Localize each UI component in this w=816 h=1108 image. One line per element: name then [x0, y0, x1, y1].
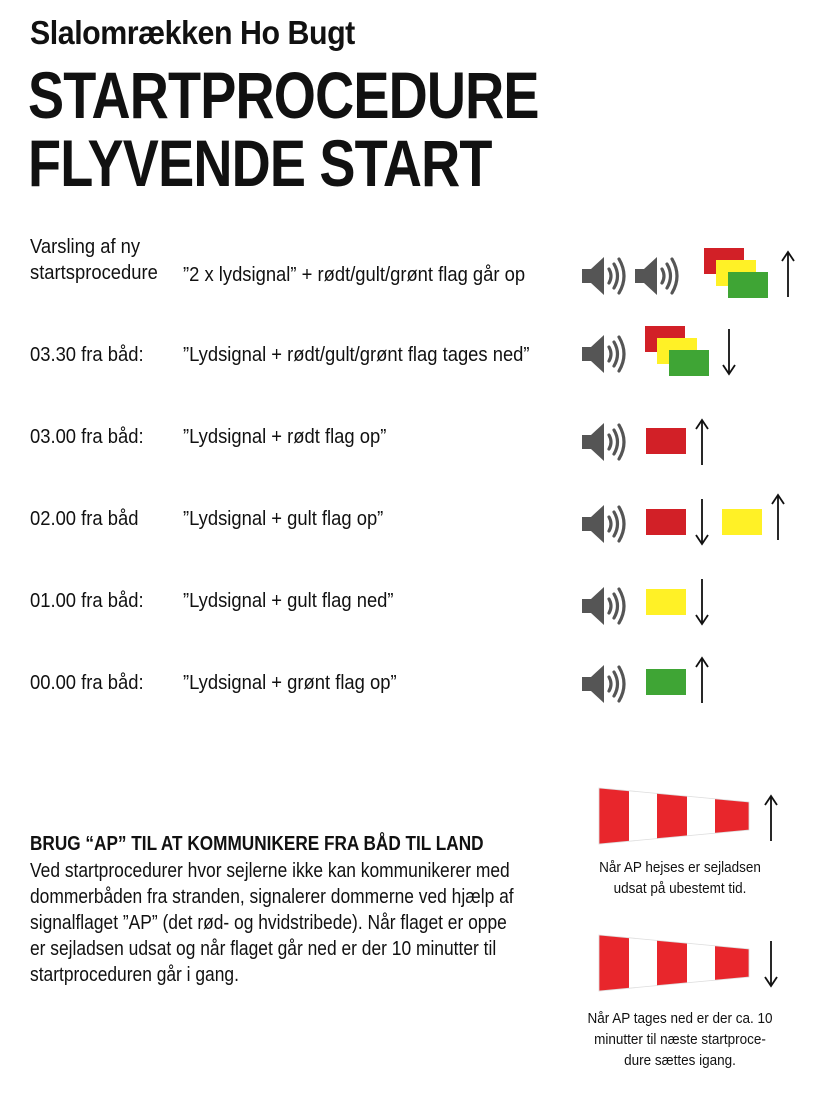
- event-subtitle: Slalomrækken Ho Bugt: [30, 14, 355, 51]
- arrow-up-icon: [781, 250, 795, 298]
- speaker-icon: [580, 254, 630, 298]
- ap-flag-icon: [597, 786, 751, 846]
- ap-caption-up: Når AP hejses er sejladsen udsat på ubestemt tid.: [599, 859, 761, 897]
- red-flag-icon: [646, 428, 686, 454]
- speaker-icon: [580, 662, 630, 706]
- yellow-flag-icon: [722, 509, 762, 535]
- arrow-down-icon: [722, 328, 736, 376]
- ap-flag-icon: [597, 933, 751, 993]
- procedure-description: ”Lydsignal + rødt flag op”: [183, 426, 387, 448]
- red-yellow-green-flags-icon: [704, 248, 768, 300]
- arrow-up-icon: [695, 656, 709, 704]
- arrow-down-icon: [695, 578, 709, 626]
- arrow-down-icon: [764, 940, 778, 988]
- ap-caption-down: Når AP tages ned er der ca. 10 minutter til næste startproce- dure sættes igang.: [587, 1010, 773, 1069]
- speaker-icon: [580, 420, 630, 464]
- speaker-icon: [580, 584, 630, 628]
- yellow-flag-icon: [646, 589, 686, 615]
- procedure-time: 00.00 fra båd:: [30, 672, 144, 694]
- speaker-icon: [633, 254, 683, 298]
- page-title-line2: FLYVENDE START: [28, 126, 492, 200]
- procedure-description: ”2 x lydsignal” + rødt/gult/grønt flag går op: [183, 264, 526, 286]
- procedure-time: 02.00 fra båd: [30, 508, 139, 530]
- arrow-down-icon: [695, 498, 709, 546]
- procedure-description: ”Lydsignal + grønt flag op”: [183, 672, 397, 694]
- procedure-time: 01.00 fra båd:: [30, 590, 144, 612]
- procedure-description: ”Lydsignal + gult flag ned”: [183, 590, 394, 612]
- speaker-icon: [580, 332, 630, 376]
- ap-body-text: Ved startprocedurer hvor sejlerne ikke kan kommunikerer med dommerbåden fra stranden, signalerer dommerne ved hjælp af signalflaget ”AP” (det rød- og hvidstribede). Når flaget er oppe er sejladsen udsat og når flaget går ned er der 10 minutter til startproceduren går i gang.: [30, 860, 514, 986]
- procedure-time: 03.30 fra båd:: [30, 344, 144, 366]
- procedure-time: Varsling af ny startsprocedure: [30, 236, 158, 284]
- speaker-icon: [580, 502, 630, 546]
- red-yellow-green-flags-icon: [645, 326, 709, 378]
- arrow-up-icon: [771, 493, 785, 541]
- arrow-up-icon: [764, 794, 778, 842]
- procedure-time: 03.00 fra båd:: [30, 426, 144, 448]
- procedure-description: ”Lydsignal + gult flag op”: [183, 508, 384, 530]
- green-flag-icon: [646, 669, 686, 695]
- page-title-line1: STARTPROCEDURE: [28, 58, 539, 132]
- ap-heading: BRUG “AP” TIL AT KOMMUNIKERE FRA BÅD TIL LAND: [30, 833, 484, 855]
- arrow-up-icon: [695, 418, 709, 466]
- red-flag-icon: [646, 509, 686, 535]
- procedure-description: ”Lydsignal + rødt/gult/grønt flag tages ned”: [183, 344, 530, 366]
